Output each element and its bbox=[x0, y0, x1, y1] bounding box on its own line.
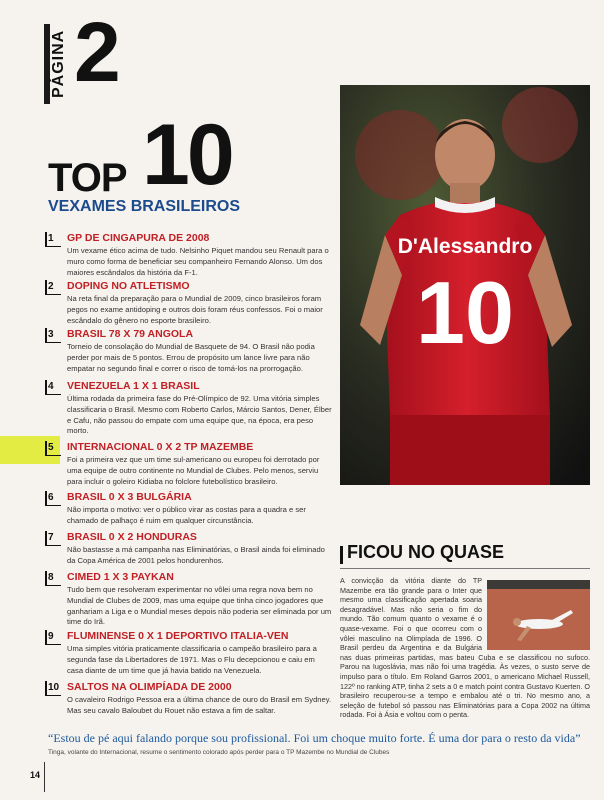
item-number: 2 bbox=[48, 281, 54, 292]
item-heading: BRASIL 0 X 3 BULGÁRIA bbox=[67, 491, 192, 503]
quote-credit: Tinga, volante do Internacional, resume o sentimento colorado após perder para o TP Mazembe no Mundial de Clubes bbox=[48, 749, 390, 756]
tennis-photo bbox=[487, 580, 590, 650]
item-description: Torneio de consolação do Mundial de Basquete de 94. O Brasil não podia perder por mais de 5 pontos. Errou de propósito um lance livre para não empatar no segundo final e correr o risco de tomá-los na prorrogação. bbox=[67, 342, 315, 373]
item-description: Uma simples vitória praticamente classificaria o campeão brasileiro para a segunda fase da Libertadores de 1971. Mas o Flu decepcionou e caiu em casa diante de um time que já havia batido na Venezuela. bbox=[67, 644, 317, 675]
item-heading: VENEZUELA 1 X 1 BRASIL bbox=[67, 380, 200, 392]
item-heading: SALTOS NA OLIMPÍADA DE 2000 bbox=[67, 681, 232, 693]
section-rule bbox=[340, 568, 590, 569]
page-subtitle: VEXAMES BRASILEIROS bbox=[48, 198, 241, 215]
item-number: 6 bbox=[48, 492, 54, 503]
item-description: Um vexame ético acima de tudo. Nelsinho Piquet mandou seu Renault para o muro como forma de beneficiar seu companheiro Fernando Alonso. Um dos maiores escândalos da história da F-1. bbox=[67, 246, 329, 277]
page-tab bbox=[44, 5, 121, 104]
section-bar bbox=[340, 546, 343, 564]
item-description: O cavaleiro Rodrigo Pessoa era a última chance de ouro do Brasil em Sydney. Mas seu cavalo Baloubet du Rouet não estava a fim de saltar. bbox=[67, 695, 332, 715]
item-heading: INTERNACIONAL 0 X 2 TP MAZEMBE bbox=[67, 441, 254, 453]
title-ten: 10 bbox=[142, 107, 232, 203]
page-number: 14 bbox=[30, 770, 41, 780]
shirt-number: 10 bbox=[416, 263, 514, 362]
item-number: 1 bbox=[48, 233, 54, 244]
item-number: 10 bbox=[48, 682, 60, 693]
item-number: 7 bbox=[48, 532, 54, 543]
section-title: FICOU NO QUASE bbox=[347, 542, 505, 562]
item-heading: GP DE CINGAPURA DE 2008 bbox=[67, 232, 210, 244]
item-heading: BRASIL 78 X 79 ANGOLA bbox=[67, 328, 194, 340]
item-number: 4 bbox=[48, 381, 54, 392]
item-number: 8 bbox=[48, 572, 54, 583]
item-description: Última rodada da primeira fase do Pré-Olímpico de 92. Uma vitória simples classificaria o Brasil. Mesmo com Roberto Carlos, Márcio Santos, Dener, Élber e Cafu, não passou do empate com uma equipe que, na época, era peso morto. bbox=[67, 394, 332, 436]
player-photo bbox=[340, 85, 590, 485]
shirt-name: D'Alessandro bbox=[397, 235, 533, 258]
item-description: Foi a primeira vez que um time sul-americano ou europeu foi derrotado por uma equipe de outro continente no Mundial de Clubes. Pelo menos, serviu para incluir o goleiro Kidiaba no folclore futebolístico brasileiro. bbox=[67, 455, 320, 486]
tab-number: 2 bbox=[74, 5, 121, 99]
item-number: 9 bbox=[48, 631, 54, 642]
item-description: Tudo bem que resolveram experimentar no vôlei uma regra nova bem no Mundial de Clubes de 2009, mas uma equipe que tinha cinco jogadores que ganhariam a Liga e o Mundial meses depois não poderia ser eliminada por um time do Irã. bbox=[67, 585, 332, 627]
item-description: Na reta final da preparação para o Mundial de 2009, cinco brasileiros foram pegos no exame antidoping e outros dois foram réus confessos. Foi o maior escândalo do gênero no esporte brasileiro. bbox=[67, 294, 323, 325]
section-body: A convicção da vitória diante do TP Mazembe era tão grande para o Inter que mesmo uma classificação apertada soaria desagradável. Mas não seria o fim do mundo. Tão comum quanto o vexame é o quase-vexame. Foi o que ocorreu com o vôlei masculino na Olimpíada de 1996. O Brasil perdeu da Argentina e da Bulgária nas duas primeiras partidas, mas bateu Cuba e se classificou no sufoco. Parou na Iugoslávia, mas não foi uma tragédia. Às vezes, o susto serve de impulso para o título. Em Roland Garros 2001, o americano Michael Russell, 122º no ranking ATP, tinha 2 sets a 0 e match point contra Gustavo Kuerten. O brasileiro recuperou-se a tempo e embalou até o tri. No mesmo ano, a seleção de futebol só passou nas Eliminatórias para a Copa 2002 na última rodada. Foi à Ásia e voltou com o penta. bbox=[340, 576, 590, 720]
item-description: Não importa o motivo: ver o público virar as costas para a quadra e ser chamado de palhaço é ruim em qualquer circunstância. bbox=[67, 505, 306, 525]
item-heading: CIMED 1 X 3 PAYKAN bbox=[67, 571, 174, 583]
item-heading: BRASIL 0 X 2 HONDURAS bbox=[67, 531, 197, 543]
item-number: 5 bbox=[48, 442, 54, 453]
page-number-divider bbox=[44, 762, 45, 792]
tab-label: PÁGINA bbox=[50, 29, 67, 99]
title-top: TOP bbox=[48, 156, 127, 200]
pull-quote: “Estou de pé aqui falando porque sou profissional. Foi um choque muito forte. É uma dor para o resto da vida” bbox=[48, 731, 581, 745]
item-description: Não bastasse a má campanha nas Eliminatórias, o Brasil ainda foi eliminado da Copa América de 2001 pelos hondurenhos. bbox=[67, 545, 325, 565]
item-heading: FLUMINENSE 0 X 1 DEPORTIVO ITALIA-VEN bbox=[67, 630, 289, 642]
item-heading: DOPING NO ATLETISMO bbox=[67, 280, 190, 292]
item-number: 3 bbox=[48, 329, 54, 340]
section-text bbox=[340, 576, 590, 720]
